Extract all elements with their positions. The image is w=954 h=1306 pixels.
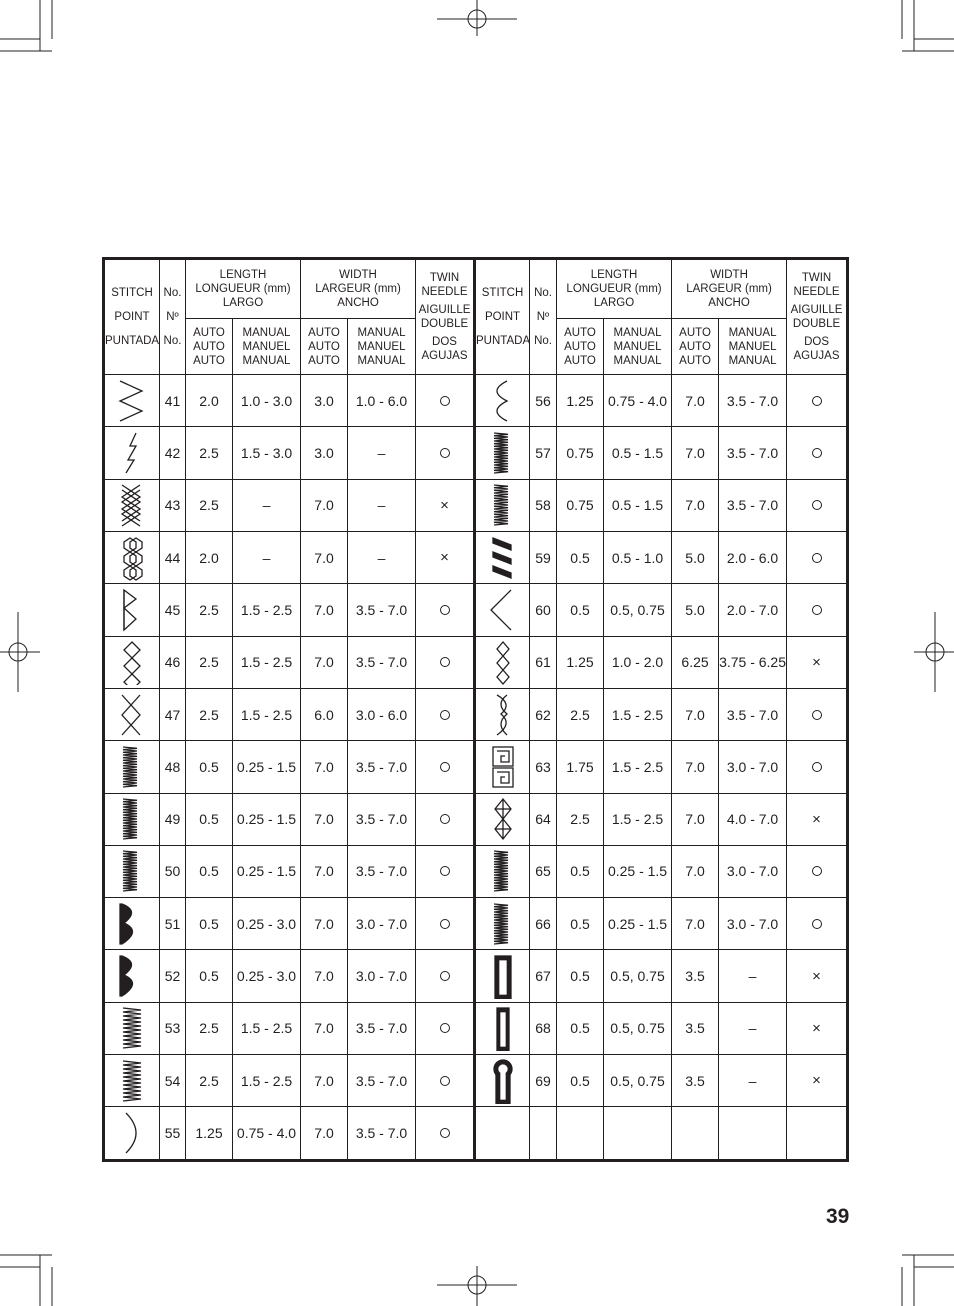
twin-needle-mark: ×: [416, 479, 475, 531]
header-length-auto-right: AUTO AUTO AUTO: [557, 319, 604, 375]
width-manual: 3.5 - 7.0: [348, 1055, 416, 1107]
length-auto: 1.25: [186, 1107, 233, 1161]
width-auto: 7.0: [672, 479, 719, 531]
twin-needle-mark: [416, 375, 475, 427]
length-auto: 0.5: [557, 1002, 604, 1054]
header-width-manual: MANUAL MANUEL MANUAL: [348, 319, 416, 375]
twin-needle-mark: [787, 845, 848, 897]
twin-needle-mark: ×: [787, 950, 848, 1002]
twin-needle-mark: [416, 1055, 475, 1107]
twin-needle-mark: ×: [787, 793, 848, 845]
length-auto: 0.75: [557, 427, 604, 479]
width-auto: 7.0: [301, 636, 348, 688]
length-manual: 0.5, 0.75: [604, 584, 672, 636]
length-manual: 1.5 - 2.5: [604, 793, 672, 845]
stitch-number: 51: [160, 898, 186, 950]
stitch-number: 61: [530, 636, 557, 688]
length-auto: 0.5: [186, 950, 233, 1002]
table-row: [104, 479, 848, 531]
width-manual: –: [348, 427, 416, 479]
length-auto: 0.5: [557, 898, 604, 950]
width-manual: –: [719, 950, 787, 1002]
width-manual: 2.0 - 7.0: [719, 584, 787, 636]
stitch-number: 54: [160, 1055, 186, 1107]
length-manual: 1.5 - 2.5: [233, 1002, 301, 1054]
width-manual: 3.0 - 7.0: [348, 950, 416, 1002]
length-manual: 1.0 - 3.0: [233, 375, 301, 427]
reverse-scallop-stitch-icon: [475, 375, 530, 427]
length-auto: 0.5: [557, 845, 604, 897]
header-stitch-right: STITCH POINT PUNTADA: [475, 259, 530, 375]
width-manual: 3.5 - 7.0: [348, 1107, 416, 1161]
width-auto: 3.5: [672, 950, 719, 1002]
length-auto: 0.75: [557, 479, 604, 531]
stitch-chart-table: [102, 257, 849, 1162]
width-manual: 3.5 - 7.0: [719, 427, 787, 479]
length-auto: 2.5: [186, 1055, 233, 1107]
length-manual: 0.25 - 3.0: [233, 950, 301, 1002]
length-manual: 0.25 - 1.5: [233, 793, 301, 845]
header-length-manual-right: MANUAL MANUEL MANUAL: [604, 319, 672, 375]
stitch-number: 47: [160, 688, 186, 740]
width-manual: 2.0 - 6.0: [719, 531, 787, 583]
length-manual: 1.5 - 2.5: [233, 636, 301, 688]
width-manual: 3.0 - 7.0: [719, 898, 787, 950]
width-auto: 7.0: [301, 1107, 348, 1161]
length-manual: 0.25 - 1.5: [604, 898, 672, 950]
table-row: [104, 741, 848, 793]
twin-needle-mark: [416, 741, 475, 793]
stitch-number: 53: [160, 1002, 186, 1054]
header-width: WIDTH LARGEUR (mm) ANCHO: [301, 259, 416, 319]
header-no: No. Nº No.: [160, 259, 186, 375]
width-manual: 3.5 - 7.0: [719, 479, 787, 531]
twin-needle-mark: [787, 479, 848, 531]
diamond-stitch-icon: [104, 584, 160, 636]
satin-leaf-stitch-icon: [475, 898, 530, 950]
stitch-number: 57: [530, 427, 557, 479]
twin-needle-mark: [416, 793, 475, 845]
twin-needle-mark: [416, 845, 475, 897]
stitch-number: 58: [530, 479, 557, 531]
twin-needle-mark: [416, 898, 475, 950]
empty-cell: [604, 1107, 672, 1161]
width-auto: 3.5: [672, 1002, 719, 1054]
table-row: [104, 584, 848, 636]
twin-needle-mark: [787, 531, 848, 583]
stitch-number: 48: [160, 741, 186, 793]
width-auto: 3.0: [301, 427, 348, 479]
lightning-stitch-icon: [104, 427, 160, 479]
length-auto: 0.5: [557, 1055, 604, 1107]
stitch-number: 60: [530, 584, 557, 636]
length-manual: 0.25 - 1.5: [233, 845, 301, 897]
twin-needle-mark: [787, 584, 848, 636]
length-manual: 1.5 - 2.5: [604, 688, 672, 740]
width-auto: 7.0: [672, 898, 719, 950]
header-stitch: STITCH POINT PUNTADA: [104, 259, 160, 375]
width-manual: 3.0 - 6.0: [348, 688, 416, 740]
width-manual: 3.5 - 7.0: [348, 584, 416, 636]
length-auto: 0.5: [186, 793, 233, 845]
width-manual: 3.5 - 7.0: [348, 793, 416, 845]
twin-needle-mark: ×: [787, 636, 848, 688]
length-manual: 0.25 - 3.0: [233, 898, 301, 950]
header-no-right: No. Nº No.: [530, 259, 557, 375]
length-manual: 1.5 - 2.5: [233, 584, 301, 636]
empty-cell: [787, 1107, 848, 1161]
stitch-number: 52: [160, 950, 186, 1002]
length-manual: 1.5 - 2.5: [233, 688, 301, 740]
length-manual: 0.5, 0.75: [604, 950, 672, 1002]
length-auto: 2.5: [186, 1002, 233, 1054]
width-manual: 1.0 - 6.0: [348, 375, 416, 427]
twin-needle-mark: [787, 741, 848, 793]
stitch-number: 43: [160, 479, 186, 531]
table-row: [104, 950, 848, 1002]
width-auto: 7.0: [301, 531, 348, 583]
table-row: [104, 375, 848, 427]
width-manual: 3.5 - 7.0: [719, 688, 787, 740]
width-auto: 7.0: [301, 793, 348, 845]
length-auto: 2.5: [186, 688, 233, 740]
length-auto: 2.0: [186, 375, 233, 427]
width-auto: 7.0: [301, 584, 348, 636]
greek-key-stitch-icon: [475, 741, 530, 793]
satin-wave2-stitch-icon: [104, 845, 160, 897]
stitch-number: 59: [530, 531, 557, 583]
stitch-number: 55: [160, 1107, 186, 1161]
stitch-number: 42: [160, 427, 186, 479]
header-length-auto: AUTO AUTO AUTO: [186, 319, 233, 375]
length-auto: 2.5: [186, 427, 233, 479]
length-manual: 1.5 - 2.5: [233, 1055, 301, 1107]
length-auto: 2.5: [186, 479, 233, 531]
table-row: [104, 845, 848, 897]
keyhole-buttonhole-icon: [475, 1055, 530, 1107]
stitch-number: 66: [530, 898, 557, 950]
stitch-number: 62: [530, 688, 557, 740]
twin-needle-mark: [416, 636, 475, 688]
twin-needle-mark: [787, 898, 848, 950]
width-auto: 3.0: [301, 375, 348, 427]
buttonhole-wide-icon: [475, 950, 530, 1002]
length-auto: 2.5: [557, 688, 604, 740]
stitch-number: 65: [530, 845, 557, 897]
header-twin-needle-right: TWIN NEEDLE AIGUILLE DOUBLE DOS AGUJAS: [787, 259, 848, 375]
table-row: [104, 898, 848, 950]
leaf-stitch-icon: [475, 688, 530, 740]
stitch-number: 63: [530, 741, 557, 793]
satin-arrow-stitch-icon: [104, 898, 160, 950]
width-manual: 3.0 - 7.0: [719, 845, 787, 897]
arrow-diamond-stitch-icon: [475, 793, 530, 845]
length-auto: 2.5: [186, 584, 233, 636]
star-stitch-icon: [104, 1002, 160, 1054]
stitch-number: 50: [160, 845, 186, 897]
empty-cell: [719, 1107, 787, 1161]
twin-needle-mark: ×: [787, 1055, 848, 1107]
width-auto: 7.0: [301, 898, 348, 950]
twin-needle-mark: [416, 950, 475, 1002]
empty-cell: [557, 1107, 604, 1161]
slant-line-stitch-icon: [475, 584, 530, 636]
twin-needle-mark: [787, 375, 848, 427]
header-width-right: WIDTH LARGEUR (mm) ANCHO: [672, 259, 787, 319]
table-row: [104, 1002, 848, 1054]
x-stitch-icon: [104, 688, 160, 740]
table-row: [104, 636, 848, 688]
length-auto: 2.5: [186, 636, 233, 688]
length-auto: 0.5: [186, 845, 233, 897]
stitch-number: 64: [530, 793, 557, 845]
width-manual: 3.5 - 7.0: [348, 741, 416, 793]
width-auto: 7.0: [672, 375, 719, 427]
width-manual: 3.5 - 7.0: [719, 375, 787, 427]
table-row: [104, 793, 848, 845]
width-manual: –: [719, 1055, 787, 1107]
width-auto: 7.0: [301, 845, 348, 897]
stitch-number: 56: [530, 375, 557, 427]
stitch-number: 49: [160, 793, 186, 845]
length-auto: 2.0: [186, 531, 233, 583]
satin-ripple-stitch-icon: [475, 479, 530, 531]
header-length-manual: MANUAL MANUEL MANUAL: [233, 319, 301, 375]
width-auto: 7.0: [301, 1055, 348, 1107]
honeycomb-stitch-icon: [104, 531, 160, 583]
width-auto: 7.0: [301, 950, 348, 1002]
twin-needle-mark: [416, 1002, 475, 1054]
width-auto: 5.0: [672, 531, 719, 583]
length-manual: 0.25 - 1.5: [233, 741, 301, 793]
satin-bell-stitch-icon: [104, 950, 160, 1002]
stitch-number: 45: [160, 584, 186, 636]
zigzag-stitch-icon: [104, 375, 160, 427]
header-length: LENGTH LONGUEUR (mm) LARGO: [186, 259, 301, 319]
table-row: [104, 688, 848, 740]
length-manual: 0.5 - 1.5: [604, 427, 672, 479]
stitch-number: 68: [530, 1002, 557, 1054]
width-auto: 6.0: [301, 688, 348, 740]
length-manual: 0.5, 0.75: [604, 1055, 672, 1107]
slant-bar-stitch-icon: [475, 531, 530, 583]
length-manual: –: [233, 531, 301, 583]
empty-cell: [475, 1107, 530, 1161]
stitch-number: 44: [160, 531, 186, 583]
header-length-right: LENGTH LONGUEUR (mm) LARGO: [557, 259, 672, 319]
length-auto: 0.5: [186, 898, 233, 950]
cross-stitch-icon: [104, 479, 160, 531]
page-number: 39: [826, 1205, 850, 1228]
twin-needle-mark: [416, 1107, 475, 1161]
stitch-number: 67: [530, 950, 557, 1002]
empty-cell: [672, 1107, 719, 1161]
twin-needle-mark: ×: [787, 1002, 848, 1054]
width-auto: 3.5: [672, 1055, 719, 1107]
width-auto: 6.25: [672, 636, 719, 688]
satin-wave-stitch-icon: [104, 793, 160, 845]
twin-needle-mark: [416, 688, 475, 740]
width-auto: 7.0: [672, 688, 719, 740]
table-row: [104, 1107, 848, 1161]
length-manual: 0.5, 0.75: [604, 1002, 672, 1054]
width-auto: 7.0: [672, 793, 719, 845]
header-width-manual-right: MANUAL MANUEL MANUAL: [719, 319, 787, 375]
length-auto: 2.5: [557, 793, 604, 845]
twin-needle-mark: [416, 584, 475, 636]
twin-needle-mark: [787, 427, 848, 479]
table-row: [104, 427, 848, 479]
width-manual: 4.0 - 7.0: [719, 793, 787, 845]
length-manual: 1.5 - 3.0: [233, 427, 301, 479]
stitch-number: 41: [160, 375, 186, 427]
stitch-number: 46: [160, 636, 186, 688]
twin-needle-mark: [416, 427, 475, 479]
width-auto: 7.0: [672, 427, 719, 479]
width-manual: –: [348, 531, 416, 583]
width-auto: 7.0: [672, 741, 719, 793]
star-satin-stitch-icon: [104, 1055, 160, 1107]
width-manual: –: [719, 1002, 787, 1054]
twin-needle-mark: ×: [416, 531, 475, 583]
buttonhole-narrow-icon: [475, 1002, 530, 1054]
satin-scallop-stitch-icon: [104, 741, 160, 793]
length-manual: 1.5 - 2.5: [604, 741, 672, 793]
header-twin-needle: TWIN NEEDLE AIGUILLE DOUBLE DOS AGUJAS: [416, 259, 475, 375]
length-manual: 1.0 - 2.0: [604, 636, 672, 688]
twin-needle-mark: [787, 688, 848, 740]
length-manual: –: [233, 479, 301, 531]
table-row: [104, 531, 848, 583]
width-manual: 3.5 - 7.0: [348, 845, 416, 897]
width-manual: –: [348, 479, 416, 531]
length-manual: 0.25 - 1.5: [604, 845, 672, 897]
width-auto: 7.0: [301, 479, 348, 531]
length-manual: 0.5 - 1.5: [604, 479, 672, 531]
empty-cell: [530, 1107, 557, 1161]
width-manual: 3.0 - 7.0: [719, 741, 787, 793]
width-manual: 3.0 - 7.0: [348, 898, 416, 950]
length-auto: 1.25: [557, 636, 604, 688]
length-auto: 0.5: [557, 584, 604, 636]
length-manual: 0.75 - 4.0: [233, 1107, 301, 1161]
width-auto: 7.0: [672, 845, 719, 897]
width-auto: 5.0: [672, 584, 719, 636]
width-auto: 7.0: [301, 741, 348, 793]
length-auto: 0.5: [557, 950, 604, 1002]
header-width-auto: AUTO AUTO AUTO: [301, 319, 348, 375]
satin-curve-stitch-icon: [475, 845, 530, 897]
width-auto: 7.0: [301, 1002, 348, 1054]
width-manual: 3.5 - 7.0: [348, 636, 416, 688]
table-row: [104, 1055, 848, 1107]
width-manual: 3.75 - 6.25: [719, 636, 787, 688]
diamond-chain-stitch-icon: [104, 636, 160, 688]
length-auto: 0.5: [186, 741, 233, 793]
stitch-number: 69: [530, 1055, 557, 1107]
length-auto: 1.25: [557, 375, 604, 427]
length-auto: 1.75: [557, 741, 604, 793]
scallop-stitch-icon: [104, 1107, 160, 1161]
satin-bulge-stitch-icon: [475, 427, 530, 479]
header-width-auto-right: AUTO AUTO AUTO: [672, 319, 719, 375]
flower-stitch-icon: [475, 636, 530, 688]
length-auto: 0.5: [557, 531, 604, 583]
length-manual: 0.75 - 4.0: [604, 375, 672, 427]
width-manual: 3.5 - 7.0: [348, 1002, 416, 1054]
length-manual: 0.5 - 1.0: [604, 531, 672, 583]
